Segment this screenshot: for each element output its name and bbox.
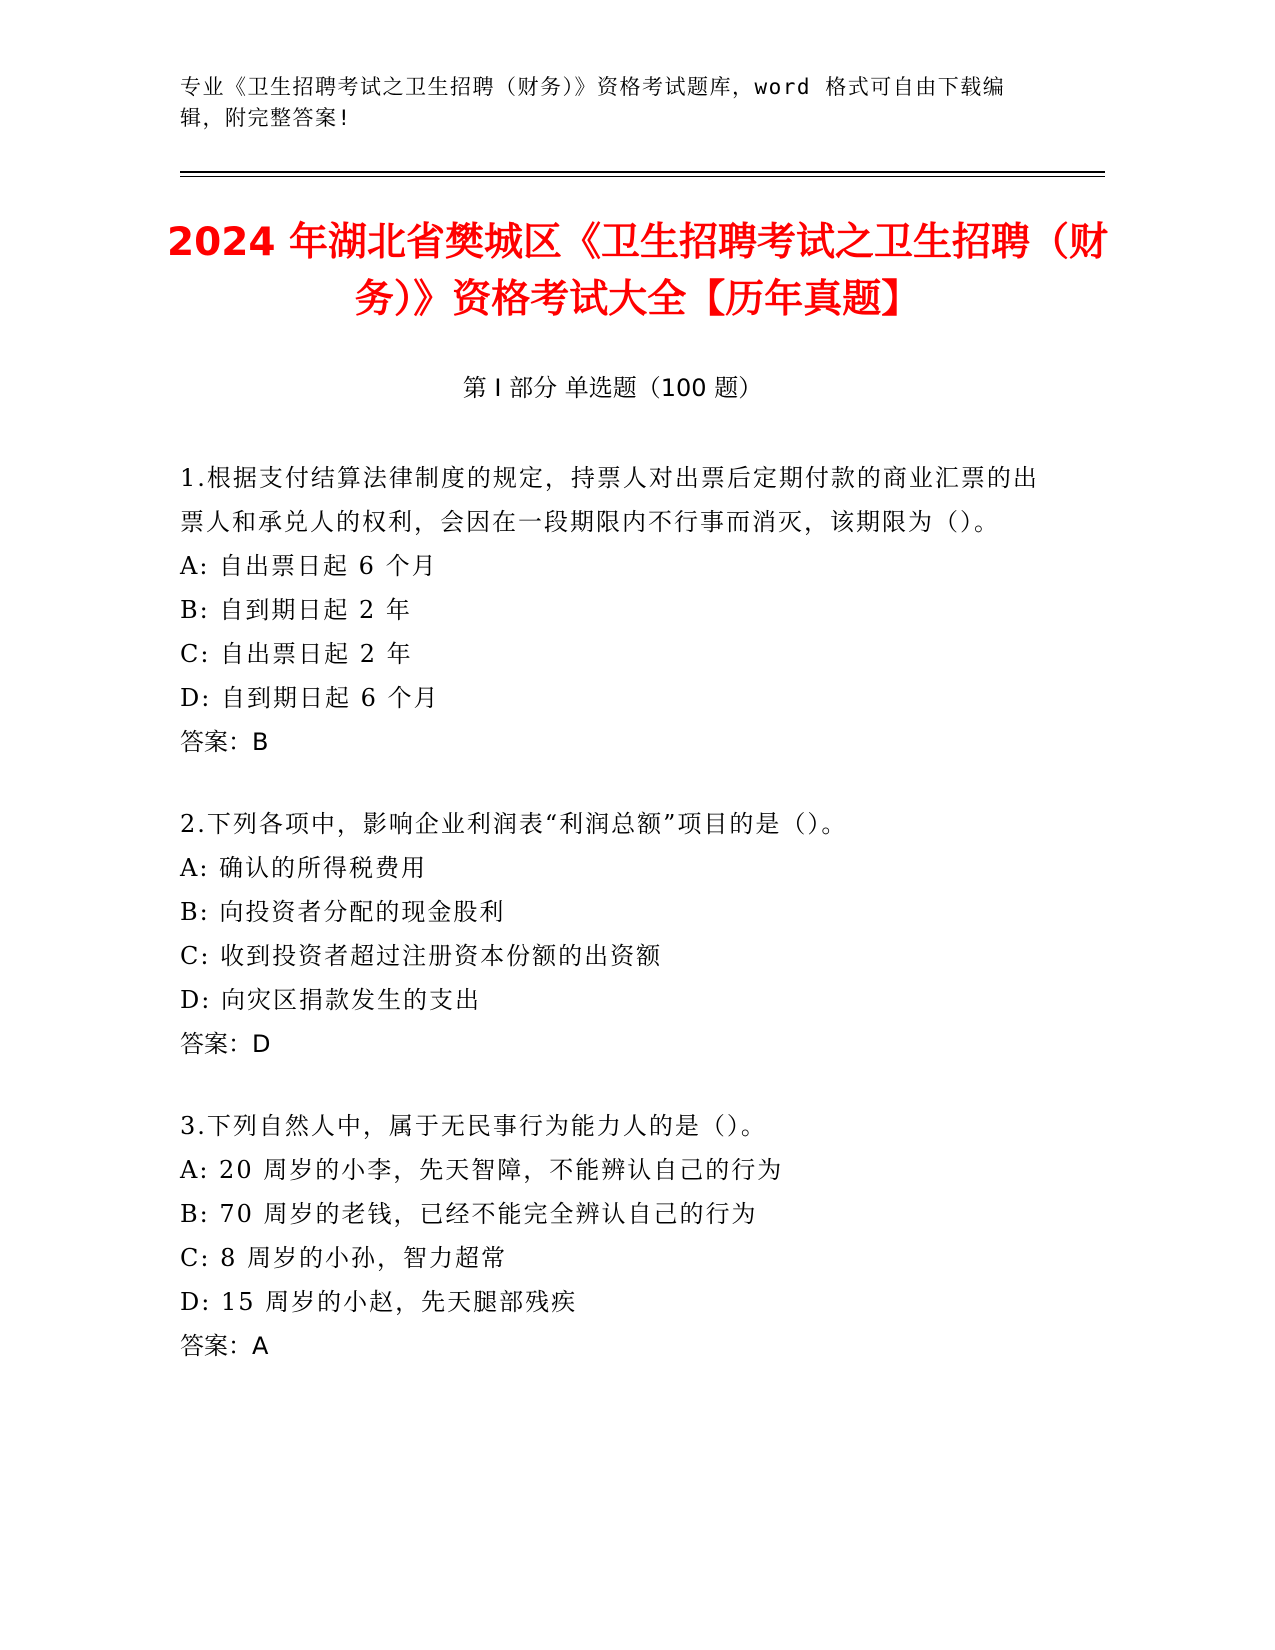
option-b: B: 向投资者分配的现金股利	[180, 898, 506, 926]
question-stem: 1.根据支付结算法律制度的规定，持票人对出票后定期付款的商业汇票的出票人和承兑人的权利，会因在一段期限内不行事而消灭，该期限为（）。	[180, 464, 1039, 536]
question-stem: 2.下列各项中，影响企业利润表“利润总额”项目的是（）。	[180, 810, 848, 838]
document-title: 2024 年湖北省樊城区《卫生招聘考试之卫生招聘（财务）》资格考试大全【历年真题】	[166, 220, 1109, 322]
answer: 答案：A	[180, 1332, 269, 1360]
question-3	[180, 1104, 1060, 1368]
header-divider-thin	[180, 176, 1105, 177]
answer: 答案：D	[180, 1030, 271, 1058]
option-d: D: 向灾区捐款发生的支出	[180, 986, 481, 1014]
header-divider	[180, 171, 1105, 173]
header-note: 专业《卫生招聘考试之卫生招聘（财务）》资格考试题库，word 格式可自由下载编辑，附完整答案!	[180, 75, 1006, 130]
answer: 答案：B	[180, 728, 269, 756]
question-2	[180, 802, 1060, 1066]
option-c: C: 收到投资者超过注册资本份额的出资额	[180, 942, 663, 970]
option-a: A: 20 周岁的小李，先天智障，不能辨认自己的行为	[180, 1156, 784, 1184]
question-1	[180, 456, 1060, 764]
option-d: D: 15 周岁的小赵，先天腿部残疾	[180, 1288, 578, 1316]
option-a: A: 自出票日起 6 个月	[180, 552, 438, 580]
option-c: C: 8 周岁的小孙，智力超常	[180, 1244, 507, 1272]
option-a: A: 确认的所得税费用	[180, 854, 428, 882]
question-stem: 3.下列自然人中，属于无民事行为能力人的是（）。	[180, 1112, 767, 1140]
option-d: D: 自到期日起 6 个月	[180, 684, 440, 712]
option-c: C: 自出票日起 2 年	[180, 640, 413, 668]
option-b: B: 自到期日起 2 年	[180, 596, 412, 624]
section-title: 第 I 部分 单选题（100 题）	[462, 374, 763, 402]
option-b: B: 70 周岁的老钱，已经不能完全辨认自己的行为	[180, 1200, 758, 1228]
question-list	[180, 456, 1060, 1406]
